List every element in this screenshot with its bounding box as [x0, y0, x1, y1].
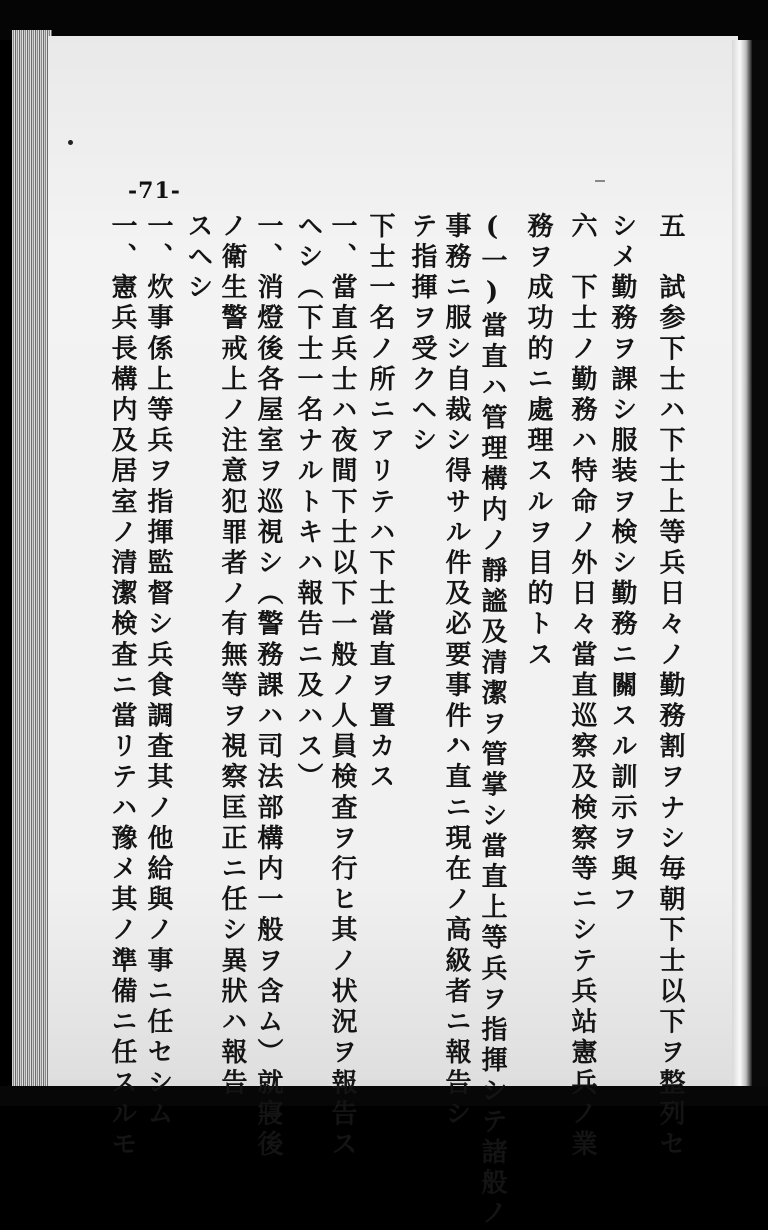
text-column: 一、炊事係上等兵ヲ指揮監督シ兵食調査其ノ他給與ノ事ニ任セシム [143, 212, 173, 1130]
text-column: 五 試参下士ハ下士上等兵日々ノ勤務割ヲナシ毎朝下士以下ヲ整列セ [655, 212, 685, 1161]
book-right-edge [732, 40, 752, 1090]
ink-dot [68, 140, 73, 145]
margin-mark [595, 180, 605, 192]
scan-top-border [0, 0, 768, 40]
text-column: ノ衛生警戒上ノ注意犯罪者ノ有無等ヲ視察匡正ニ任シ異狀ハ報告 [217, 212, 247, 1100]
text-column: ヘシ（下士一名ナルトキハ報告ニ及ハス） [293, 212, 323, 794]
text-column: 一、憲兵長構内及居室ノ清潔検査ニ當リテハ豫メ其ノ準備ニ任スルモ [107, 212, 137, 1161]
text-column: 一、當直兵士ハ夜間下士以下一般ノ人員検査ヲ行ヒ其ノ状況ヲ報告ス [327, 212, 357, 1161]
page-number: -71- [128, 178, 181, 204]
text-column: テ指揮ヲ受クヘシ [407, 212, 437, 457]
text-column: 事務ニ服シ自裁シ得サル件及必要事件ハ直ニ現在ノ高級者ニ報告シ [441, 212, 471, 1130]
text-column: 一、消燈後各屋室ヲ巡視シ（警務課ハ司法部構内一般ヲ含ム）就寢後 [253, 212, 283, 1161]
scan-right-border [752, 40, 768, 1106]
text-column: 下士一名ノ所ニアリテハ下士當直ヲ置カス [365, 212, 395, 794]
text-column: 六 下士ノ勤務ハ特命ノ外日々當直巡察及検察等ニシテ兵站憲兵ノ業 [567, 212, 597, 1161]
text-column: スヘシ [183, 212, 213, 304]
text-column: 務ヲ成功的ニ處理スルヲ目的トス [523, 212, 553, 671]
book-page-edges [12, 30, 52, 1090]
text-column: (一)當直ハ管理構内ノ靜謐及清潔ヲ管掌シ當直上等兵ヲ指揮シテ諸般ノ [477, 212, 507, 1230]
text-column: シメ勤務ヲ課シ服装ヲ検シ勤務ニ關スル訓示ヲ與フ [607, 212, 637, 916]
